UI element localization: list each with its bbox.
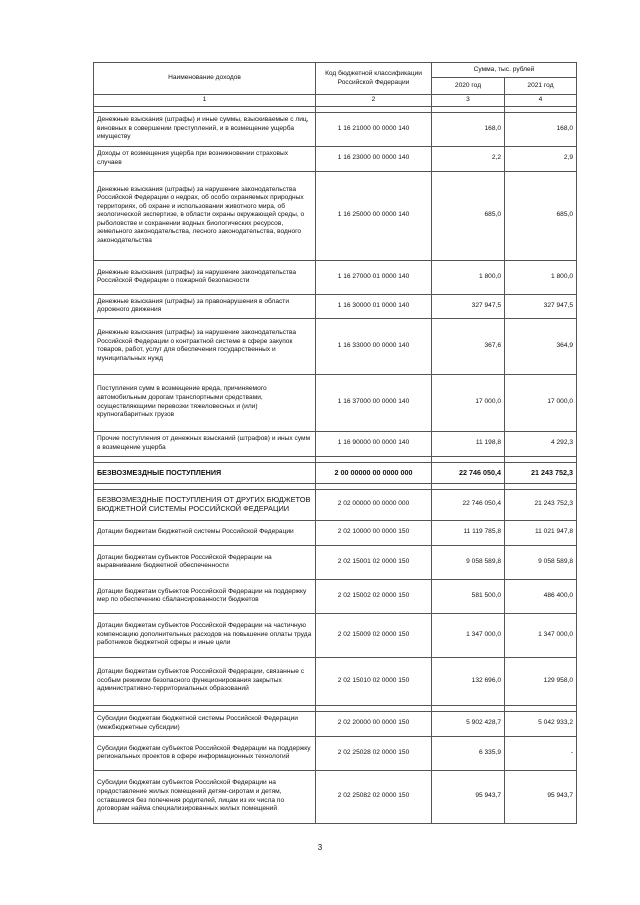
row-value-2020: 367,6	[432, 318, 505, 374]
row-name: БЕЗВОЗМЕЗДНЫЕ ПОСТУПЛЕНИЯ ОТ ДРУГИХ БЮДЖЕТОВ БЮДЖЕТНОЙ СИСТЕМЫ РОССИЙСКОЙ ФЕДЕРАЦИИ	[94, 489, 316, 520]
row-code: 2 02 25028 02 0000 150	[316, 736, 432, 770]
table-row	[94, 545, 577, 579]
row-value-2020: 132 696,0	[432, 657, 505, 705]
row-value-2020: 581 500,0	[432, 579, 505, 613]
row-name: Субсидии бюджетам субъектов Российской Федерации на предоставление жилых помещений детям-сиротам и детям, оставшимся без попечения родителей, лицам из их числа по договорам найма специализированных жилых помещений	[94, 770, 316, 823]
row-value-2021: 685,0	[505, 171, 577, 260]
table-row	[94, 770, 577, 823]
row-value-2021: 21 243 752,3	[505, 462, 577, 483]
row-name: Денежные взыскания (штрафы) за нарушение законодательства Российской Федерации о пожарной безопасности	[94, 260, 316, 294]
row-value-2021: 327 947,5	[505, 294, 577, 318]
row-code: 2 02 20000 00 0000 150	[316, 711, 432, 736]
row-value-2021: 5 042 933,2	[505, 711, 577, 736]
row-code: 2 02 15009 02 0000 150	[316, 613, 432, 657]
row-value-2021: 364,9	[505, 318, 577, 374]
row-name: Прочие поступления от денежных взысканий (штрафов) и иных сумм в возмещение ущерба	[94, 431, 316, 456]
row-code: 1 16 37000 00 0000 140	[316, 374, 432, 431]
header-budget-code: Код бюджетной классификации Российской Федерации	[316, 63, 432, 95]
row-value-2021: 1 800,0	[505, 260, 577, 294]
row-value-2021: 1 347 000,0	[505, 613, 577, 657]
row-value-2021: 168,0	[505, 112, 577, 146]
row-code: 2 02 15010 02 0000 150	[316, 657, 432, 705]
row-code: 1 16 30000 01 0000 140	[316, 294, 432, 318]
table-row	[94, 171, 577, 260]
row-name: Дотации бюджетам субъектов Российской Федерации, связанные с особым режимом безопасного функционирования закрытых административно-территориальных образований	[94, 657, 316, 705]
row-name: Субсидии бюджетам субъектов Российской Федерации на поддержку региональных проектов в сфере информационных технологий	[94, 736, 316, 770]
row-value-2020: 1 347 000,0	[432, 613, 505, 657]
row-value-2020: 22 746 050,4	[432, 462, 505, 483]
row-code: 1 16 33000 00 0000 140	[316, 318, 432, 374]
row-value-2021: 129 958,0	[505, 657, 577, 705]
row-code: 2 02 25082 02 0000 150	[316, 770, 432, 823]
row-value-2020: 11 198,8	[432, 431, 505, 456]
row-name: Дотации бюджетам субъектов Российской Федерации на частичную компенсацию дополнительных расходов на повышение оплаты труда работников бюджетной сферы и иные цели	[94, 613, 316, 657]
row-name: Денежные взыскания (штрафы) и иные суммы, взыскиваемые с лиц, виновных в совершении преступлений, и в возмещение ущерба имуществу	[94, 112, 316, 146]
table-row	[94, 657, 577, 705]
row-name: Денежные взыскания (штрафы) за нарушение законодательства Российской Федерации о контрактной системе в сфере закупок товаров, работ, услуг для обеспечения государственных и муниципальных нужд	[94, 318, 316, 374]
column-index: 1	[94, 95, 316, 107]
row-value-2020: 9 058 589,8	[432, 545, 505, 579]
table-row	[94, 431, 577, 456]
table-row	[94, 294, 577, 318]
table-row	[94, 520, 577, 545]
column-index: 2	[316, 95, 432, 107]
table-row	[94, 260, 577, 294]
row-value-2021: 9 058 589,8	[505, 545, 577, 579]
row-name: Доходы от возмещения ущерба при возникновении страховых случаев	[94, 146, 316, 171]
row-code: 1 16 21000 00 0000 140	[316, 112, 432, 146]
table-row	[94, 613, 577, 657]
page-number: 3	[317, 843, 323, 852]
row-value-2020: 327 947,5	[432, 294, 505, 318]
row-name: Дотации бюджетам субъектов Российской Федерации на поддержку мер по обеспечению сбалансированности бюджетов	[94, 579, 316, 613]
header-income-name: Наименование доходов	[94, 63, 316, 95]
row-value-2021: 4 292,3	[505, 431, 577, 456]
table-header-row	[94, 63, 577, 78]
row-value-2020: 6 335,9	[432, 736, 505, 770]
table-row	[94, 112, 577, 146]
row-value-2020: 168,0	[432, 112, 505, 146]
row-value-2020: 17 000,0	[432, 374, 505, 431]
row-name: Дотации бюджетам бюджетной системы Российской Федерации	[94, 520, 316, 545]
row-name: Поступления сумм в возмещение вреда, причиняемого автомобильным дорогам транспортными средствами, осуществляющими перевозки тяжеловесных и (или) крупногабаритных грузов	[94, 374, 316, 431]
row-value-2021: 486 400,0	[505, 579, 577, 613]
row-code: 2 02 15002 02 0000 150	[316, 579, 432, 613]
row-value-2021: 21 243 752,3	[505, 489, 577, 520]
row-value-2020: 685,0	[432, 171, 505, 260]
row-code: 1 16 25000 00 0000 140	[316, 171, 432, 260]
row-code: 1 16 27000 01 0000 140	[316, 260, 432, 294]
header-year-2020: 2020 год	[432, 78, 505, 95]
row-code: 2 02 10000 00 0000 150	[316, 520, 432, 545]
row-name: Субсидии бюджетам бюджетной системы Российской Федерации (межбюджетные субсидии)	[94, 711, 316, 736]
row-value-2021: 95 943,7	[505, 770, 577, 823]
row-value-2021: 2,9	[505, 146, 577, 171]
table-row	[94, 736, 577, 770]
row-name: Дотации бюджетам субъектов Российской Федерации на выравнивание бюджетной обеспеченности	[94, 545, 316, 579]
header-year-2021: 2021 год	[505, 78, 577, 95]
table-row	[94, 579, 577, 613]
revenue-table	[93, 62, 577, 824]
column-index: 4	[505, 95, 577, 107]
table-row	[94, 374, 577, 431]
row-value-2020: 1 800,0	[432, 260, 505, 294]
row-name: Денежные взыскания (штрафы) за нарушение законодательства Российской Федерации о недрах, об особо охраняемых природных территориях, об охране и использовании животного мира, об экологической экспертизе, в области охраны окружающей среды, о рыболовстве и сохранении водных биологических ресурсов, земельного законодательства, лесного законодательства, водного законодательства	[94, 171, 316, 260]
row-value-2021: 11 021 947,8	[505, 520, 577, 545]
row-code: 2 00 00000 00 0000 000	[316, 462, 432, 483]
row-code: 1 16 90000 00 0000 140	[316, 431, 432, 456]
column-index-row	[94, 95, 577, 107]
row-value-2020: 95 943,7	[432, 770, 505, 823]
table-row	[94, 146, 577, 171]
row-value-2021: -	[505, 736, 577, 770]
table-row	[94, 489, 577, 520]
row-value-2020: 11 119 785,8	[432, 520, 505, 545]
row-value-2021: 17 000,0	[505, 374, 577, 431]
column-index: 3	[432, 95, 505, 107]
row-code: 2 02 15001 02 0000 150	[316, 545, 432, 579]
table-row	[94, 318, 577, 374]
row-value-2020: 22 746 050,4	[432, 489, 505, 520]
row-name: БЕЗВОЗМЕЗДНЫЕ ПОСТУПЛЕНИЯ	[94, 462, 316, 483]
row-code: 1 16 23000 00 0000 140	[316, 146, 432, 171]
header-sum: Сумма, тыс. рублей	[432, 63, 577, 78]
table-row	[94, 711, 577, 736]
table-row-total	[94, 462, 577, 483]
row-value-2020: 5 902 428,7	[432, 711, 505, 736]
row-code: 2 02 00000 00 0000 000	[316, 489, 432, 520]
row-name: Денежные взыскания (штрафы) за правонарушения в области дорожного движения	[94, 294, 316, 318]
row-value-2020: 2,2	[432, 146, 505, 171]
